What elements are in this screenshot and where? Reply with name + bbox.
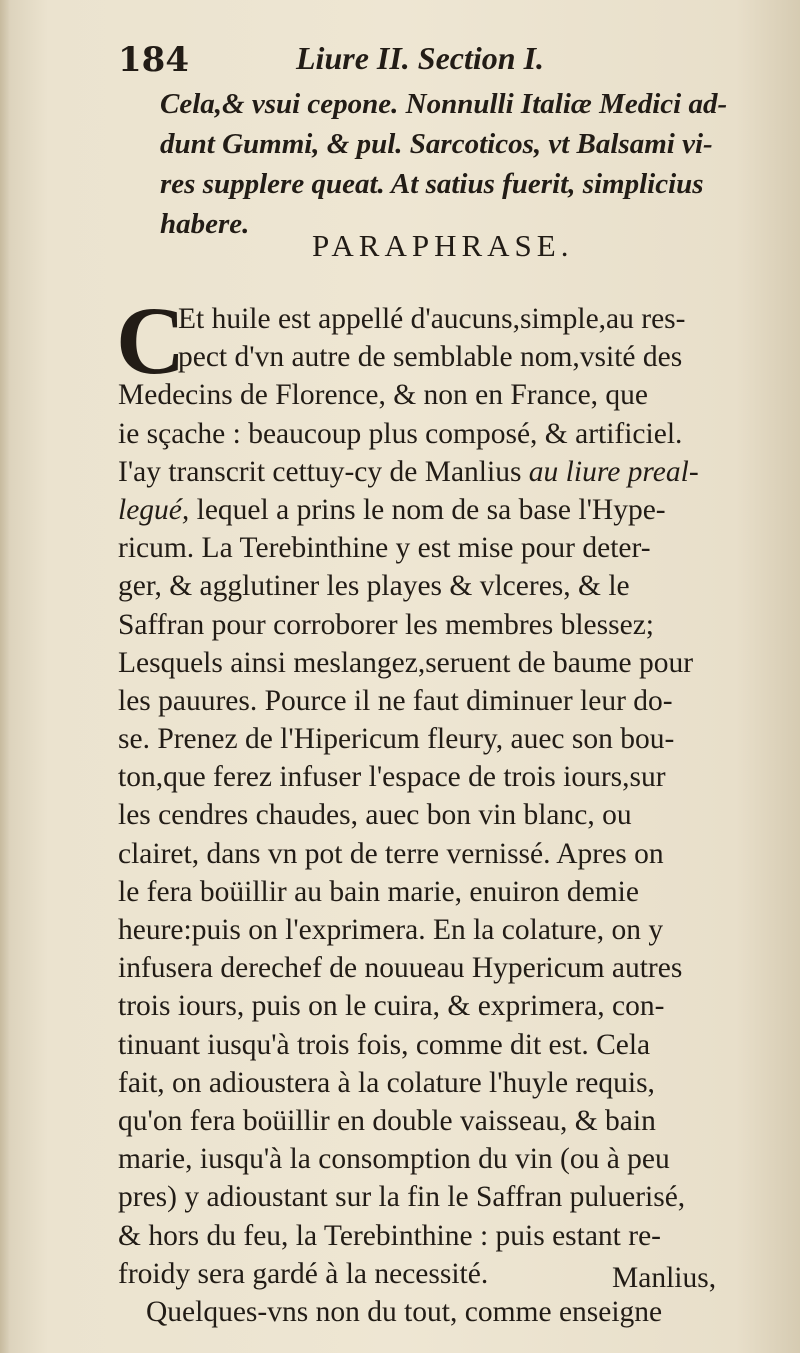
text-line: Lesquels ainsi meslangez,seruent de baume pour (118, 646, 694, 679)
drop-cap: C (116, 287, 186, 394)
italic-fragment: au liure preal- (528, 455, 699, 488)
paraphrase-body (118, 300, 758, 1331)
text-line: infusera derechef de nouueau Hypericum autres (118, 952, 683, 985)
latin-line: habere. (160, 208, 250, 240)
text-line: les cendres chaudes, auec bon vin blanc, ou (118, 799, 632, 832)
text-line: pect d'vn autre de semblable nom,vsité des (178, 341, 683, 374)
section-heading: PARAPHRASE. (312, 228, 574, 263)
latin-line: res supplere queat. At satius fuerit, simplicius (160, 168, 704, 200)
page-number: 184 (118, 40, 189, 80)
dropcap-spacer (118, 300, 758, 338)
text-fragment: I'ay transcrit cettuy-cy de Manlius (118, 455, 529, 488)
latin-line: dunt Gummi, & pul. Sarcoticos, vt Balsami vi- (160, 128, 713, 160)
text-line: se. Prenez de l'Hipericum fleury, auec son bou- (118, 723, 675, 756)
text-line: marie, iusqu'à la consomption du vin (ou à peu (118, 1143, 670, 1176)
text-line: pres) y adioustant sur la fin le Saffran puluerisé, (118, 1181, 686, 1214)
text-line: tinuant iusqu'à trois fois, comme dit est. Cela (118, 1028, 651, 1061)
text-line: fait, on adioustera à la colature l'huyle requis, (118, 1066, 655, 1099)
text-line: froidy sera gardé à la necessité. (118, 1257, 489, 1290)
text-line: Quelques-vns non du tout, comme enseigne (146, 1295, 663, 1328)
running-head: Liure II. Section I. (296, 40, 545, 76)
italic-fragment: legué, (118, 493, 190, 526)
text-line (118, 453, 758, 491)
text-line: le fera boüillir au bain marie, enuiron demie (118, 875, 639, 908)
text-line: ton,que ferez infuser l'espace de trois iours,sur (118, 761, 666, 794)
dropcap-spacer (118, 338, 758, 376)
text-line: Medecins de Florence, & non en France, que (118, 379, 649, 412)
text-line: trois iours, puis on le cuira, & exprimera, con- (118, 990, 665, 1023)
text-line (118, 491, 758, 529)
text-line: & hors du feu, la Terebinthine : puis estant re- (118, 1219, 661, 1252)
page-edge-shadow (0, 0, 10, 1353)
text-line: heure:puis on l'exprimera. En la colature, on y (118, 914, 664, 946)
text-line: Et huile est appellé d'aucuns,simple,au res- (178, 303, 686, 335)
page-header (118, 40, 758, 90)
text-line: clairet, dans vn pot de terre vernissé. Apres on (118, 837, 664, 870)
latin-line: Cela,& vsui cepone. Nonnulli Italiæ Medici ad- (160, 88, 728, 120)
text-line: qu'on fera boüillir en double vaisseau, & bain (118, 1104, 656, 1137)
text-line: ger, & agglutiner les playes & vlceres, & le (118, 570, 630, 603)
text-fragment: lequel a prins le nom de sa base l'Hype- (189, 493, 666, 526)
latin-passage (160, 84, 760, 244)
catchword: Manlius, (612, 1262, 717, 1294)
text-line: ie sçache : beaucoup plus composé, & artificiel. (118, 417, 683, 450)
text-line: Saffran pour corroborer les membres blessez; (118, 608, 654, 641)
text-line: ricum. La Terebinthine y est mise pour deter- (118, 532, 651, 565)
text-line: les pauures. Pource il ne faut diminuer leur do- (118, 684, 673, 717)
